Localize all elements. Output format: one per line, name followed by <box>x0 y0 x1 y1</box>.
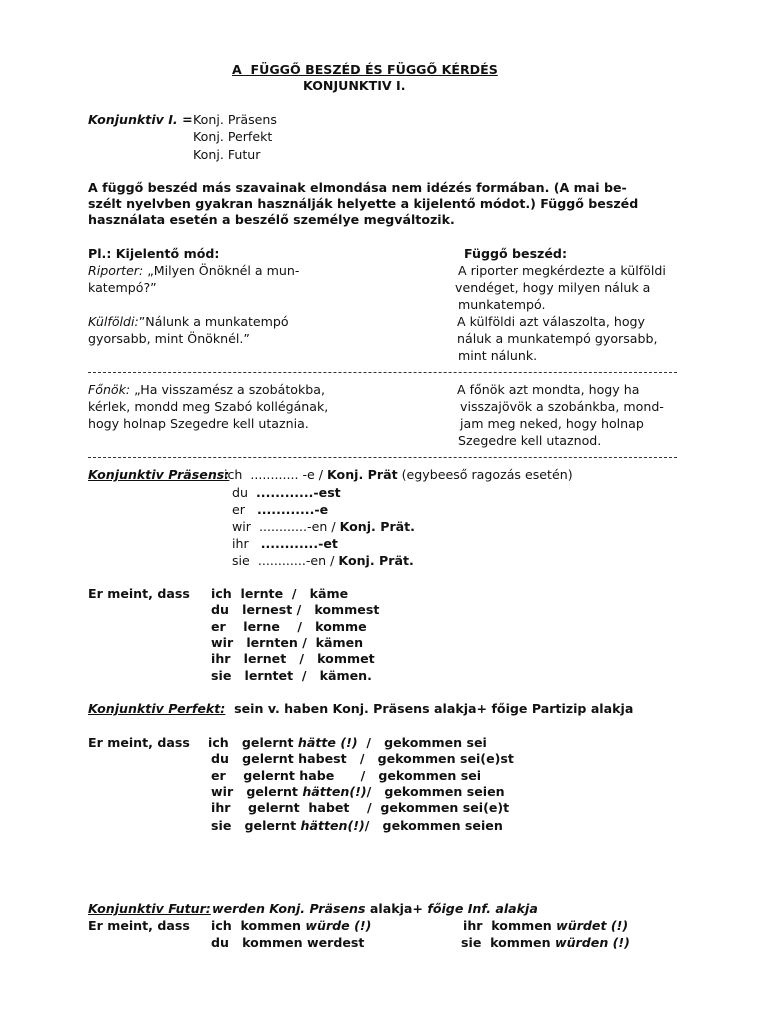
praesens-row-3: er ............-e <box>232 502 329 517</box>
riporter-label: Riporter: <box>88 263 144 278</box>
boss-right-1: A főnök azt mondta, hogy ha <box>457 382 640 397</box>
meint2-row-6: sie gelernt hätten(!)/ gekommen seien <box>211 818 503 833</box>
riporter-right-2: vendéget, hogy milyen náluk a <box>455 280 651 295</box>
boss-label: Főnök: <box>88 382 131 397</box>
kulfoldi-right-3: mint nálunk. <box>458 348 538 363</box>
meint2-row-3: er gelernt habe / gekommen sei <box>211 768 482 783</box>
intro-line-1: A függő beszéd más szavainak elmondása nem idézés formában. (A mai be- <box>88 180 627 195</box>
meint2-row-4: wir gelernt hätten(!)/ gekommen seien <box>211 784 505 799</box>
boss-line-3: hogy holnap Szegedre kell utaznia. <box>88 416 309 431</box>
meint2-row-5: ihr gelernt habet / gekommen sei(e)t <box>211 800 510 815</box>
konj1-form-3: Konj. Futur <box>193 147 261 162</box>
kulfoldi-label: Külföldi: <box>88 314 139 329</box>
meint3-right-1: ihr kommen würdet (!) <box>463 918 629 933</box>
kulfoldi-line-2: gyorsabb, mint Önöknél.” <box>88 331 250 346</box>
boss-line-1 <box>88 382 325 398</box>
perfekt-label: Konjunktiv Perfekt: <box>88 701 226 716</box>
title-line2: KONJUNKTIV I. <box>303 78 406 93</box>
meint1-row-1: ich lernte / käme <box>211 586 349 601</box>
riporter-text-1: „Milyen Önöknél a mun- <box>143 263 300 278</box>
konj1-form-2: Konj. Perfekt <box>193 129 273 144</box>
kulfoldi-right-1: A külföldi azt válaszolta, hogy <box>457 314 645 329</box>
riporter-right-1: A riporter megkérdezte a külföldi <box>458 263 666 278</box>
meint3-lead: Er meint, dass <box>88 918 190 933</box>
boss-right-2: visszajövök a szobánkba, mond- <box>460 399 664 414</box>
praesens-row-6: sie ............-en / Konj. Prät. <box>232 553 414 568</box>
title-line1: A FÜGGŐ BESZÉD ÉS FÜGGŐ KÉRDÉS <box>232 62 498 77</box>
intro-line-3: használata esetén a beszélő személye megváltozik. <box>88 212 455 227</box>
meint2-row-1: ich gelernt hätte (!) / gekommen sei <box>208 735 487 750</box>
konj1-form-1: Konj. Präsens <box>193 112 277 127</box>
praesens-label: Konjunktiv Präsens: <box>88 467 230 482</box>
meint2-lead: Er meint, dass <box>88 735 190 750</box>
example-head-right: Függő beszéd: <box>464 246 567 261</box>
futur-label: Konjunktiv Futur: <box>88 901 211 916</box>
kulfoldi-text-1: ”Nálunk a munkatempó <box>138 314 289 329</box>
konj1-label: Konjunktiv I. = <box>88 112 193 127</box>
meint1-row-3: er lerne / komme <box>211 619 367 634</box>
perfekt-line <box>88 701 633 717</box>
riporter-line-2: katempó?” <box>88 280 157 295</box>
praesens-row-4: wir ............-en / Konj. Prät. <box>232 519 415 534</box>
boss-right-3: jam meg neked, hogy holnap <box>460 416 644 431</box>
meint3-right-2: sie kommen würden (!) <box>461 935 630 950</box>
example-head-left: Pl.: Kijelentő mód: <box>88 246 220 261</box>
praesens-row-2: du ............-est <box>232 485 341 500</box>
meint1-row-6: sie lerntet / kämen. <box>211 668 372 683</box>
meint1-row-2: du lernest / kommest <box>211 602 380 617</box>
riporter-right-3: munkatempó. <box>458 297 546 312</box>
divider-1 <box>88 372 677 373</box>
boss-text-1: „Ha visszamész a szobátokba, <box>130 382 325 397</box>
boss-line-2: kérlek, mondd meg Szabó kollégának, <box>88 399 329 414</box>
kulfoldi-line-1 <box>88 314 289 330</box>
praesens-row-1: ich ............ -e / Konj. Prät (egybeeső ragozás esetén) <box>224 467 573 482</box>
intro-line-2: szélt nyelvben gyakran használják helyette a kijelentő módot.) Függő beszéd <box>88 196 639 211</box>
perfekt-desc: sein v. haben Konj. Präsens alakja+ főige Partizip alakja <box>225 701 634 716</box>
boss-right-4: Szegedre kell utaznod. <box>458 433 602 448</box>
divider-2 <box>88 457 677 458</box>
kulfoldi-right-2: náluk a munkatempó gyorsabb, <box>457 331 658 346</box>
futur-desc: werden Konj. Präsens alakja+ főige Inf. alakja <box>212 901 538 916</box>
meint3-left-1: ich kommen würde (!) <box>211 918 372 933</box>
riporter-line-1 <box>88 263 299 279</box>
meint3-left-2: du kommen werdest <box>211 935 365 950</box>
meint1-row-4: wir lernten / kämen <box>211 635 364 650</box>
meint1-lead: Er meint, dass <box>88 586 190 601</box>
meint1-row-5: ihr lernet / kommet <box>211 651 375 666</box>
meint2-row-2: du gelernt habest / gekommen sei(e)st <box>211 751 514 766</box>
praesens-row-5: ihr ............-et <box>232 536 338 551</box>
